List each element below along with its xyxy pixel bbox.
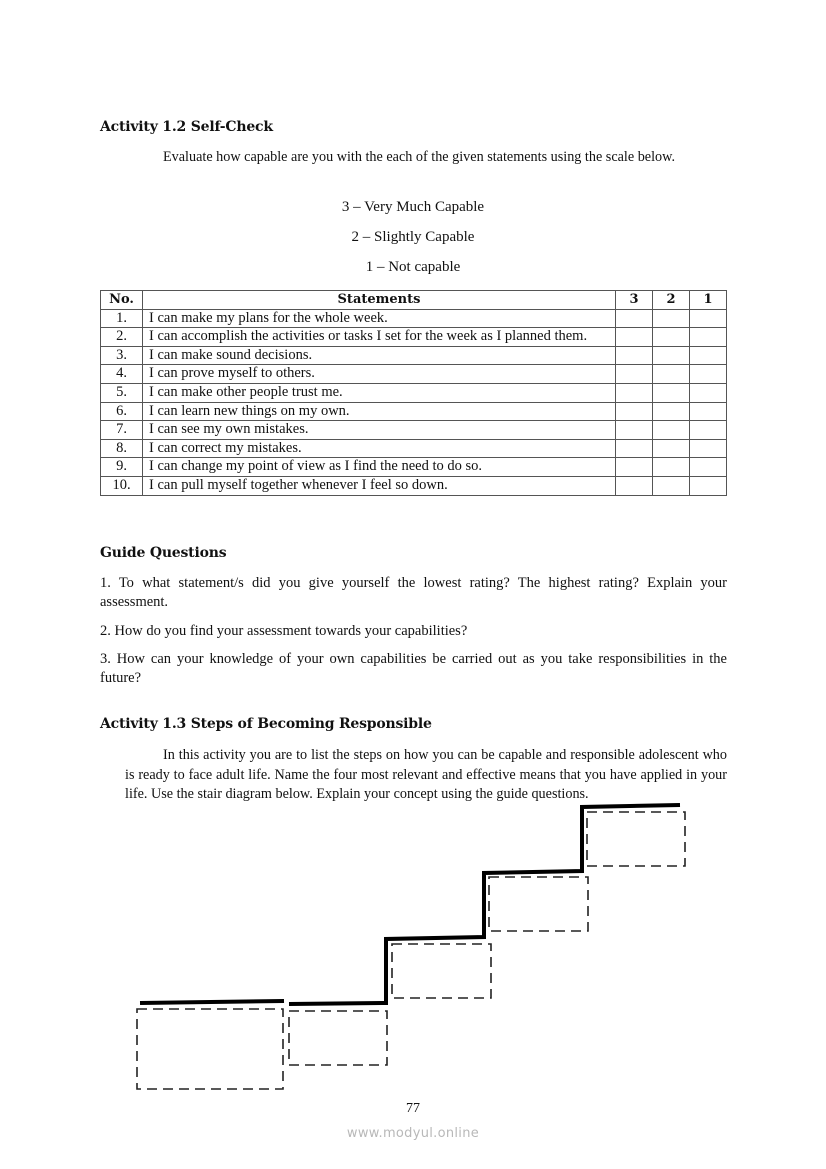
row-number: 5. [101,383,143,402]
row-statement: I can make sound decisions. [143,346,616,365]
header-no: No. [101,291,143,310]
scale-1: 1 – Not capable [365,259,461,275]
stair-line [140,805,680,1004]
guide-question-3: 3. How can your knowledge of your own capabilities be carried out as you take responsibilities in the future? [100,651,727,686]
guide-question-1: 1. To what statement/s did you give yourself the lowest rating? The highest rating? Explain your assessment. [100,575,727,610]
row-number: 7. [101,421,143,440]
guide-question-2: 2. How do you find your assessment towards your capabilities? [100,623,468,639]
activity-1-2-instructions: Evaluate how capable are you with the each of the given statements using the scale below. [163,149,676,165]
row-number: 9. [101,458,143,477]
header-rating-1: 1 [690,291,727,310]
row-number: 2. [101,328,143,347]
row-number: 3. [101,346,143,365]
stair-box-5[interactable] [587,812,685,866]
row-statement: I can change my point of view as I find the need to do so. [143,458,616,477]
stair-box-3[interactable] [392,944,491,998]
header-rating-2: 2 [653,291,690,310]
row-statement: I can accomplish the activities or tasks I set for the week as I planned them. [143,328,616,347]
stair-box-2[interactable] [289,1011,387,1065]
row-statement: I can learn new things on my own. [143,402,616,421]
row-statement: I can see my own mistakes. [143,421,616,440]
scale-2: 2 – Slightly Capable [351,229,475,245]
activity-1-2-title: Activity 1.2 Self-Check [100,119,273,135]
website-watermark: www.modyul.online [346,1126,480,1141]
stair-box-1[interactable] [137,1009,283,1089]
row-number: 1. [101,309,143,328]
row-statement: I can prove myself to others. [143,365,616,384]
row-number: 4. [101,365,143,384]
activity-1-3-instructions: In this activity you are to list the steps on how you can be capable and responsible adolescent who is ready to face adult life. Name the four most relevant and effective means that you have applied in your life. Use the stair diagram below. Explain your concept using the guide questions. [125,747,727,802]
activity-1-3-title: Activity 1.3 Steps of Becoming Responsible [100,716,432,732]
row-statement: I can make my plans for the whole week. [143,309,616,328]
row-statement: I can correct my mistakes. [143,439,616,458]
header-statements: Statements [143,291,616,310]
guide-questions-title: Guide Questions [100,545,227,561]
row-number: 10. [101,476,143,495]
page-number: 77 [406,1101,420,1116]
row-statement: I can pull myself together whenever I feel so down. [143,476,616,495]
row-statement: I can make other people trust me. [143,383,616,402]
header-rating-3: 3 [616,291,653,310]
row-number: 6. [101,402,143,421]
scale-3: 3 – Very Much Capable [341,199,485,215]
row-number: 8. [101,439,143,458]
stair-box-4[interactable] [489,877,588,931]
